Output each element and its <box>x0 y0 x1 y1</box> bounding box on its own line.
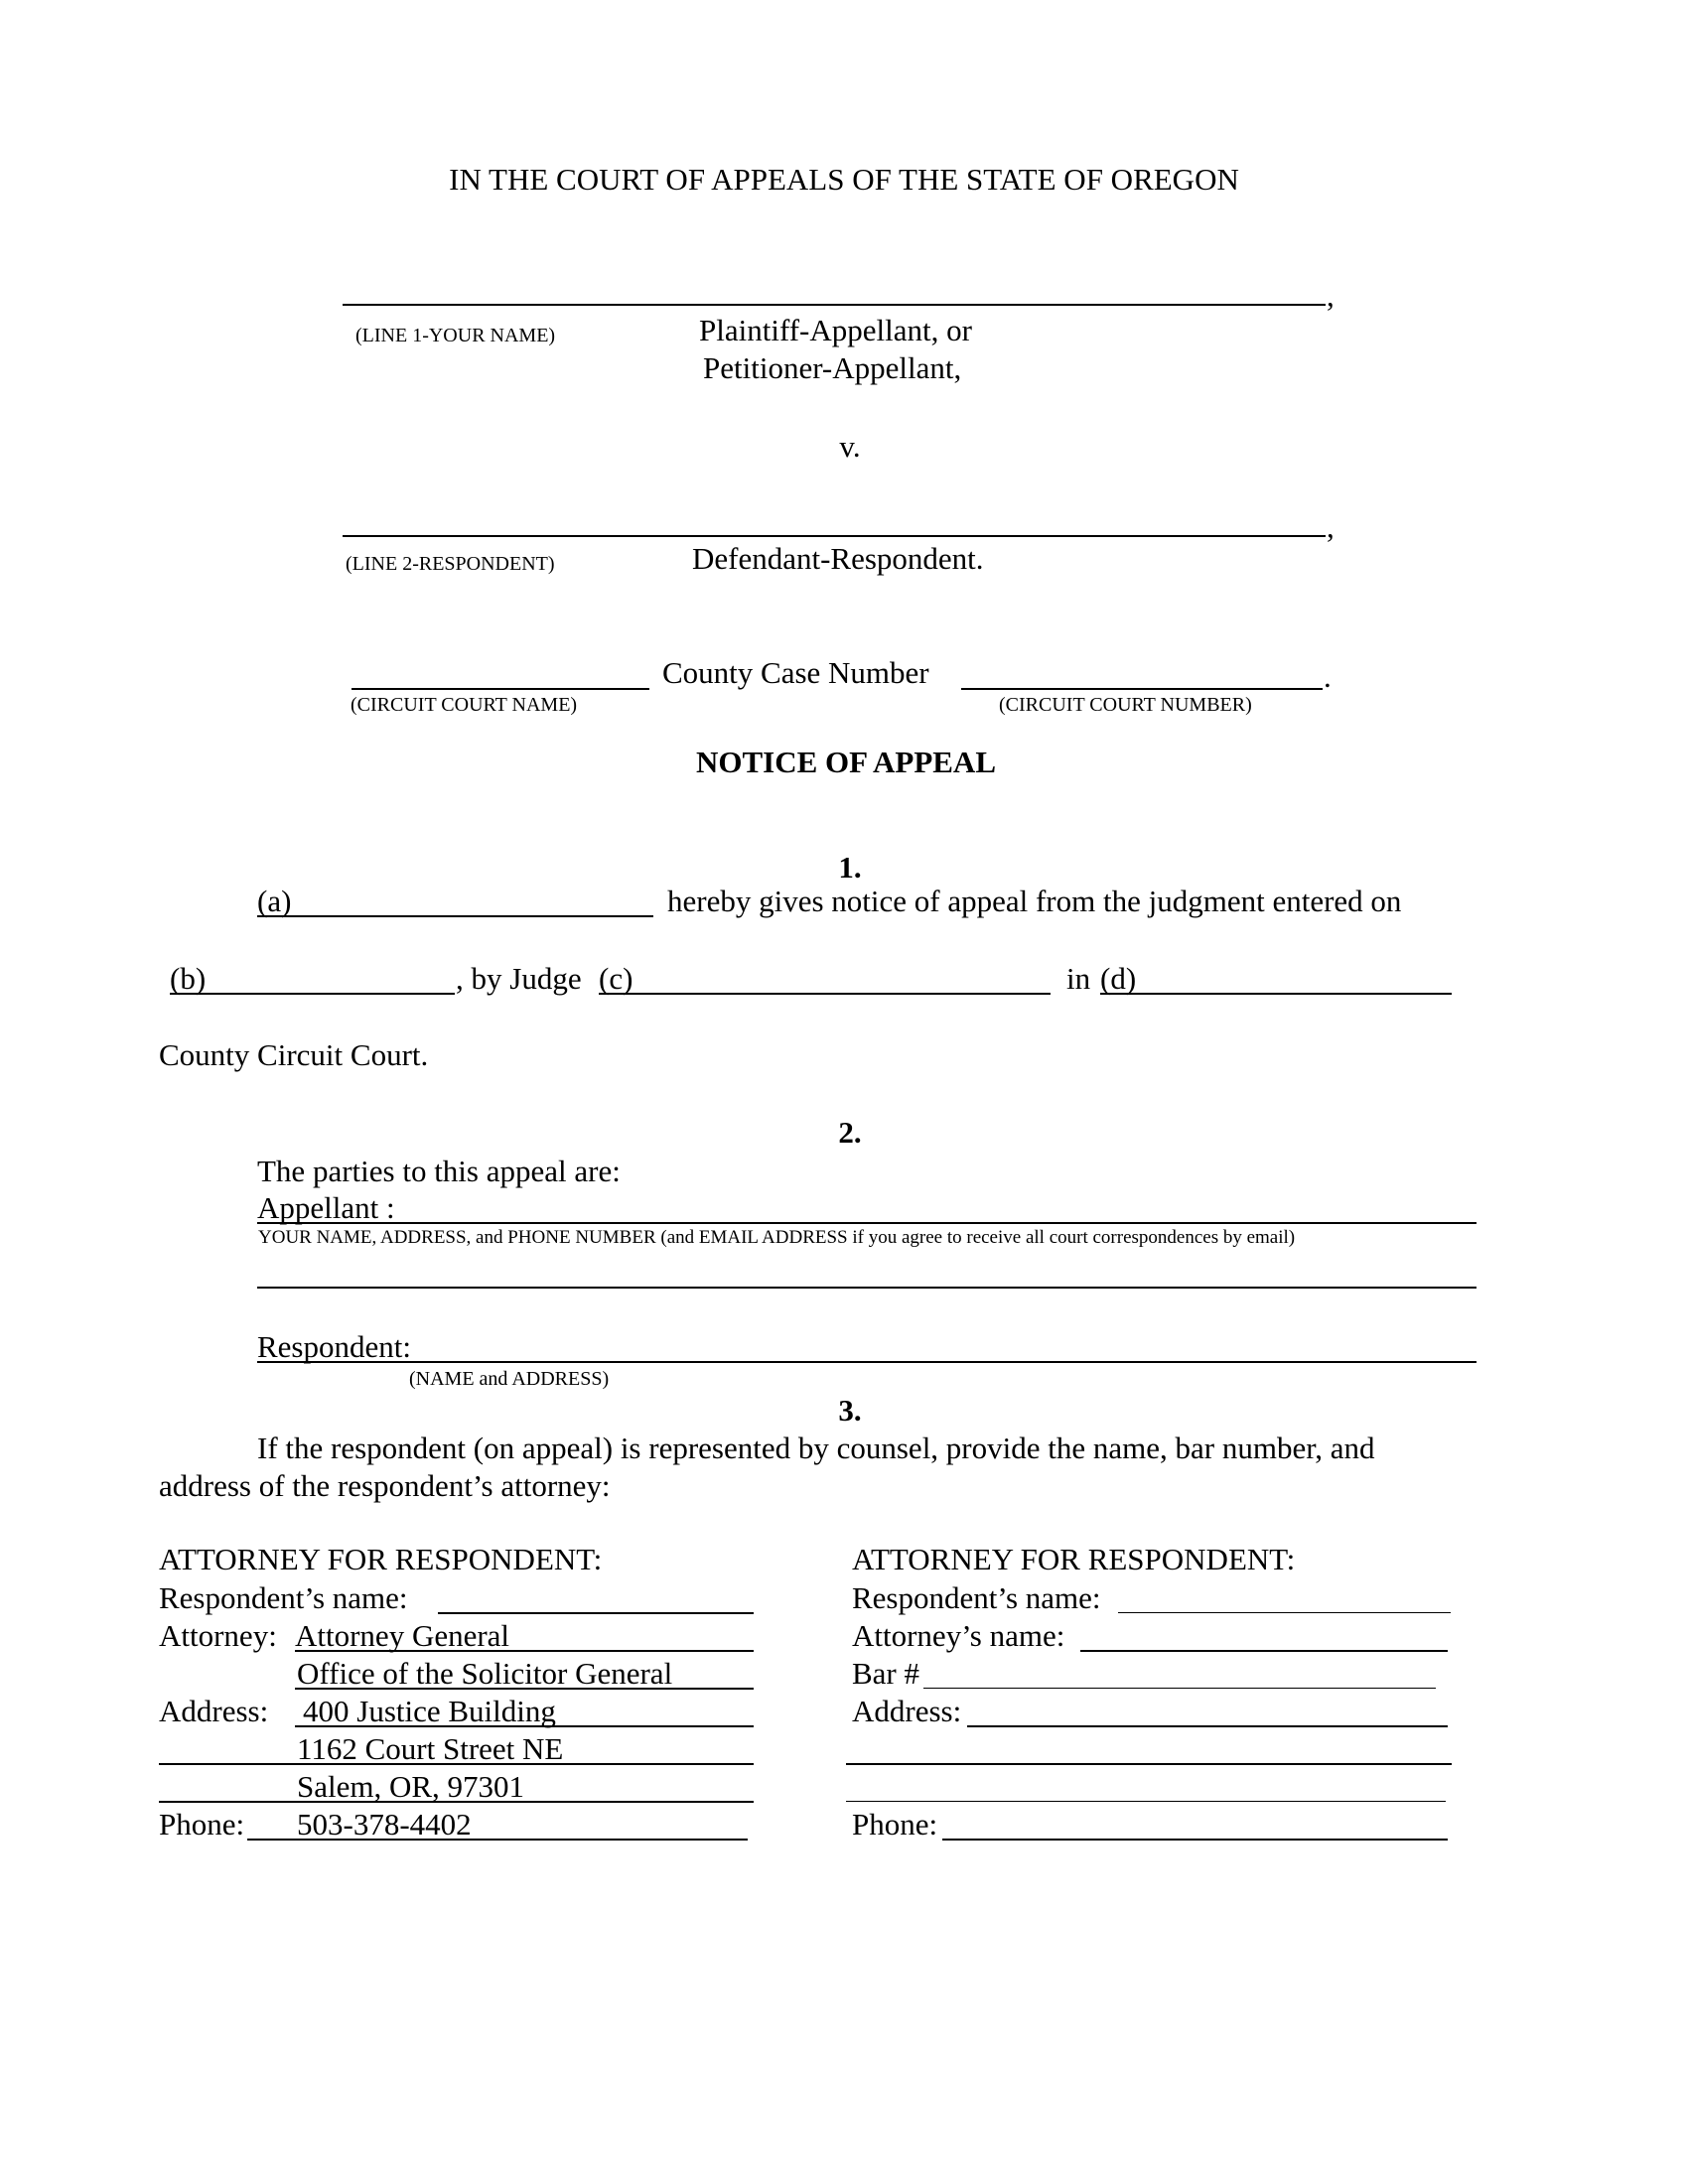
right-respondent-name-line[interactable] <box>1118 1612 1451 1613</box>
appellant-label: Appellant : <box>257 1190 395 1225</box>
section2-number: 2. <box>838 1115 862 1150</box>
left-attorney-line-2[interactable] <box>295 1688 754 1690</box>
line2-label: (LINE 2-RESPONDENT) <box>346 553 555 575</box>
county-circuit-court: County Circuit Court. <box>159 1037 429 1072</box>
right-attorney-name-line[interactable] <box>1080 1650 1448 1652</box>
county-case-number-label: County Case Number <box>662 655 929 690</box>
appellant-name-line[interactable] <box>257 915 653 917</box>
left-address-1: 400 Justice Building <box>303 1694 556 1728</box>
section1-c-label: (c) <box>599 961 633 996</box>
left-address-2: 1162 Court Street NE <box>297 1731 564 1766</box>
respondent-label: Respondent: <box>257 1329 411 1364</box>
plaintiff-role-1: Plaintiff-Appellant, or <box>699 313 972 347</box>
appellant-info-line-2[interactable] <box>257 1287 1477 1289</box>
right-bar-label: Bar # <box>852 1656 920 1691</box>
section3-text-line2: address of the respondent’s attorney: <box>159 1468 611 1503</box>
respondent-line[interactable] <box>343 535 1326 537</box>
parties-text: The parties to this appeal are: <box>257 1154 621 1188</box>
right-address-line-2[interactable] <box>846 1763 1452 1765</box>
right-heading: ATTORNEY FOR RESPONDENT: <box>852 1542 1296 1576</box>
judgment-date-line[interactable] <box>170 993 455 995</box>
right-attorney-name-label: Attorney’s name: <box>852 1618 1065 1653</box>
respondent-hint: (NAME and ADDRESS) <box>409 1368 610 1390</box>
versus: v. <box>839 429 861 464</box>
document-title: NOTICE OF APPEAL <box>696 745 996 779</box>
county-name-line[interactable] <box>1100 993 1452 995</box>
respondent-info-line[interactable] <box>257 1361 1477 1363</box>
section1-a-text: hereby gives notice of appeal from the judgment entered on <box>667 884 1402 918</box>
right-address-line-1[interactable] <box>967 1725 1448 1727</box>
circuit-court-name-line[interactable] <box>352 688 649 690</box>
court-title: IN THE COURT OF APPEALS OF THE STATE OF OREGON <box>449 162 1239 197</box>
circuit-court-name-label: (CIRCUIT COURT NAME) <box>351 694 578 716</box>
line2-comma: , <box>1327 509 1335 544</box>
left-attorney-label: Attorney: <box>159 1618 277 1653</box>
left-attorney-value-1: Attorney General <box>295 1618 510 1653</box>
left-address-line-3[interactable] <box>159 1801 754 1803</box>
appellant-hint: YOUR NAME, ADDRESS, and PHONE NUMBER (and EMAIL ADDRESS if you agree to receive all court correspondences by email) <box>258 1227 1296 1248</box>
case-period: . <box>1324 659 1332 694</box>
left-respondent-name-line[interactable] <box>438 1612 754 1614</box>
appellant-info-line-1[interactable] <box>257 1222 1477 1224</box>
left-address-3: Salem, OR, 97301 <box>297 1769 525 1804</box>
section3-number: 3. <box>838 1393 862 1428</box>
your-name-line[interactable] <box>343 304 1326 306</box>
section1-a-label: (a) <box>257 884 292 918</box>
section1-d-label: (d) <box>1100 961 1137 996</box>
left-address-line-1[interactable] <box>295 1725 754 1727</box>
right-respondent-name-label: Respondent’s name: <box>852 1580 1101 1615</box>
section1-by-judge: , by Judge <box>456 961 582 996</box>
right-address-line-3[interactable] <box>846 1801 1446 1802</box>
left-phone-value: 503-378-4402 <box>297 1807 472 1842</box>
right-bar-line[interactable] <box>923 1688 1436 1689</box>
left-address-line-2[interactable] <box>159 1763 754 1765</box>
judge-name-line[interactable] <box>599 993 1051 995</box>
right-address-label: Address: <box>852 1694 962 1728</box>
section1-in: in <box>1066 961 1091 996</box>
left-attorney-line-1[interactable] <box>295 1650 754 1652</box>
circuit-court-number-line[interactable] <box>961 688 1323 690</box>
right-phone-label: Phone: <box>852 1807 938 1842</box>
line1-label: (LINE 1-YOUR NAME) <box>355 325 556 346</box>
section3-text-line1: If the respondent (on appeal) is represented by counsel, provide the name, bar number, and <box>257 1431 1375 1465</box>
left-heading: ATTORNEY FOR RESPONDENT: <box>159 1542 603 1576</box>
defendant-role: Defendant-Respondent. <box>692 541 984 576</box>
left-attorney-value-2: Office of the Solicitor General <box>297 1656 673 1691</box>
right-phone-line[interactable] <box>942 1839 1448 1841</box>
left-respondent-name-label: Respondent’s name: <box>159 1580 408 1615</box>
left-address-label: Address: <box>159 1694 269 1728</box>
left-phone-line[interactable] <box>247 1839 748 1841</box>
section1-b-label: (b) <box>170 961 207 996</box>
circuit-court-number-label: (CIRCUIT COURT NUMBER) <box>999 694 1252 716</box>
plaintiff-role-2: Petitioner-Appellant, <box>703 350 962 385</box>
left-phone-label: Phone: <box>159 1807 245 1842</box>
section1-number: 1. <box>838 850 862 885</box>
line1-comma: , <box>1327 278 1335 313</box>
